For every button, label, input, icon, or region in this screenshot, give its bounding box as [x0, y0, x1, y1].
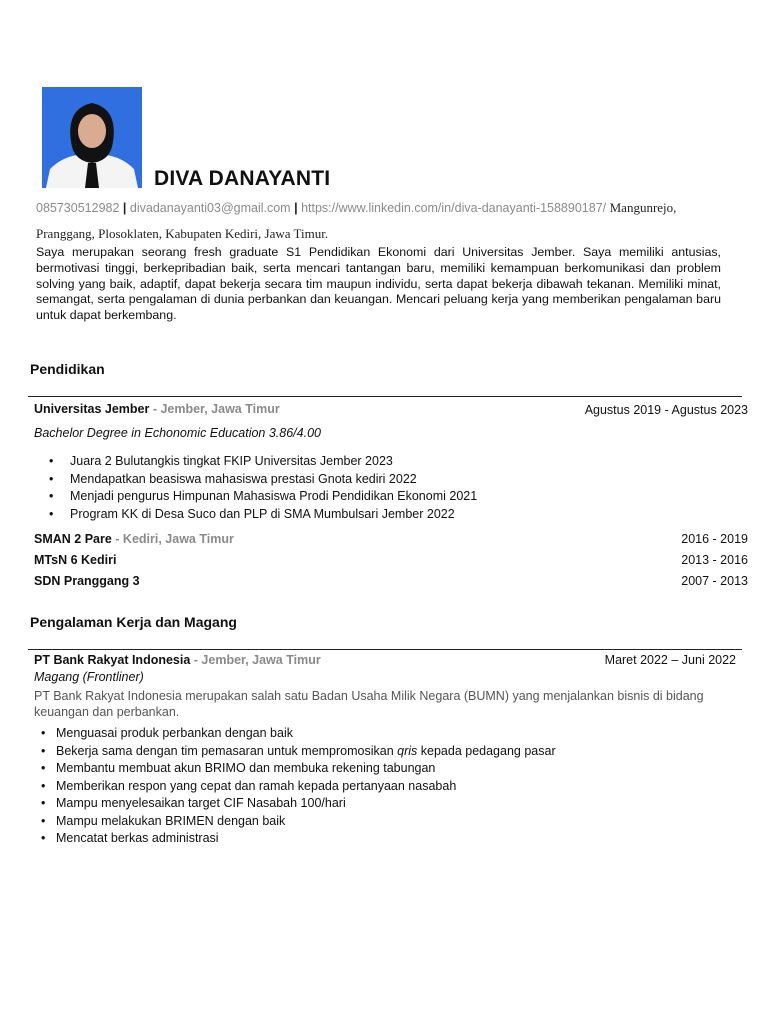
contact-info	[36, 195, 736, 247]
separator: |	[294, 201, 298, 215]
address-line2: Pranggang, Plosoklaten, Kabupaten Kediri, Jawa Timur.	[36, 226, 329, 241]
experience-date: Maret 2022 – Juni 2022	[604, 653, 736, 667]
phone-number: 085730512982	[36, 201, 120, 215]
school-date: 2013 - 2016	[681, 553, 748, 567]
address-line1: Mangunrejo,	[609, 200, 677, 215]
list-item: • Bekerja sama dengan tim pemasaran untuk mempromosikan qris kepada pedagang pasar	[41, 743, 556, 758]
list-item: • Mencatat berkas administrasi	[41, 831, 219, 845]
list-item: • Mampu menyelesaikan target CIF Nasabah 100/hari	[41, 796, 346, 810]
education-divider	[28, 396, 742, 397]
experience-divider	[28, 649, 742, 650]
university-row	[34, 402, 280, 416]
list-item: • Menjadi pengurus Himpunan Mahasiswa Prodi Pendidikan Ekonomi 2021	[49, 489, 478, 503]
school-location: - Kediri, Jawa Timur	[111, 532, 234, 546]
school-date: 2016 - 2019	[681, 532, 748, 546]
school-row	[34, 532, 234, 546]
company-row	[34, 653, 321, 667]
university-location: - Jember, Jawa Timur	[149, 402, 280, 416]
school-name: SDN Pranggang 3	[34, 574, 140, 588]
school-name: MTsN 6 Kediri	[34, 553, 117, 567]
university-achievements	[49, 453, 478, 523]
portrait-image	[42, 87, 142, 188]
education-title: Pendidikan	[30, 361, 105, 377]
profile-summary: Saya merupakan seorang fresh graduate S1 Pendidikan Ekonomi dari Universitas Jember. Saya memiliki antusias, bermotivasi tinggi, berkepribadian baik, serta mencari tantangan baru, memiliki kemampuan berkomunikasi dan problem solving yang baik, adaptif, dapat bekerja secara tim maupun individu, serta dapat bekerja dibawah tekanan. Memiliki minat, semangat, serta pengalaman di dunia perbankan dan keuangan. Mencari peluang kerja yang memberikan pengalaman baru untuk dapat berkembang.	[36, 245, 721, 323]
experience-responsibilities	[41, 725, 556, 848]
school-date: 2007 - 2013	[681, 574, 748, 588]
candidate-name: DIVA DANAYANTI	[154, 167, 331, 190]
list-item: • Program KK di Desa Suco dan PLP di SMA Mumbulsari Jember 2022	[49, 506, 455, 521]
company-location: - Jember, Jawa Timur	[190, 653, 321, 667]
school-row	[34, 574, 140, 588]
profile-photo	[42, 87, 142, 188]
list-item: • Mampu melakukan BRIMEN dengan baik	[41, 813, 286, 828]
school-row	[34, 553, 116, 567]
company-name: PT Bank Rakyat Indonesia	[34, 653, 191, 667]
university-date: Agustus 2019 - Agustus 2023	[584, 403, 748, 417]
list-item: • Mendapatkan beasiswa mahasiswa prestasi Gnota kediri 2022	[49, 471, 417, 486]
list-item: • Memberikan respon yang cepat dan ramah kepada pertanyaan nasabah	[41, 778, 457, 793]
list-item: • Membantu membuat akun BRIMO dan membuka rekening tabungan	[41, 761, 436, 775]
list-item: • Juara 2 Bulutangkis tingkat FKIP Universitas Jember 2023	[49, 454, 393, 468]
list-item: • Menguasai produk perbankan dengan baik	[41, 726, 293, 740]
university-name: Universitas Jember	[34, 402, 150, 416]
experience-title: Pengalaman Kerja dan Magang	[30, 614, 237, 630]
company-description: PT Bank Rakyat Indonesia merupakan salah satu Badan Usaha Milik Negara (BUMN) yang menjalankan bisnis di bidang keuangan dan perbankan.	[34, 689, 704, 719]
linkedin-link[interactable]: https://www.linkedin.com/in/diva-danayanti-158890187/	[301, 201, 607, 215]
school-name: SMAN 2 Pare	[34, 532, 112, 546]
email-link[interactable]: divadanayanti03@gmail.com	[129, 201, 291, 215]
separator: |	[122, 201, 127, 215]
job-role: Magang (Frontliner)	[34, 670, 144, 684]
degree: Bachelor Degree in Echonomic Education 3.86/4.00	[34, 426, 321, 440]
